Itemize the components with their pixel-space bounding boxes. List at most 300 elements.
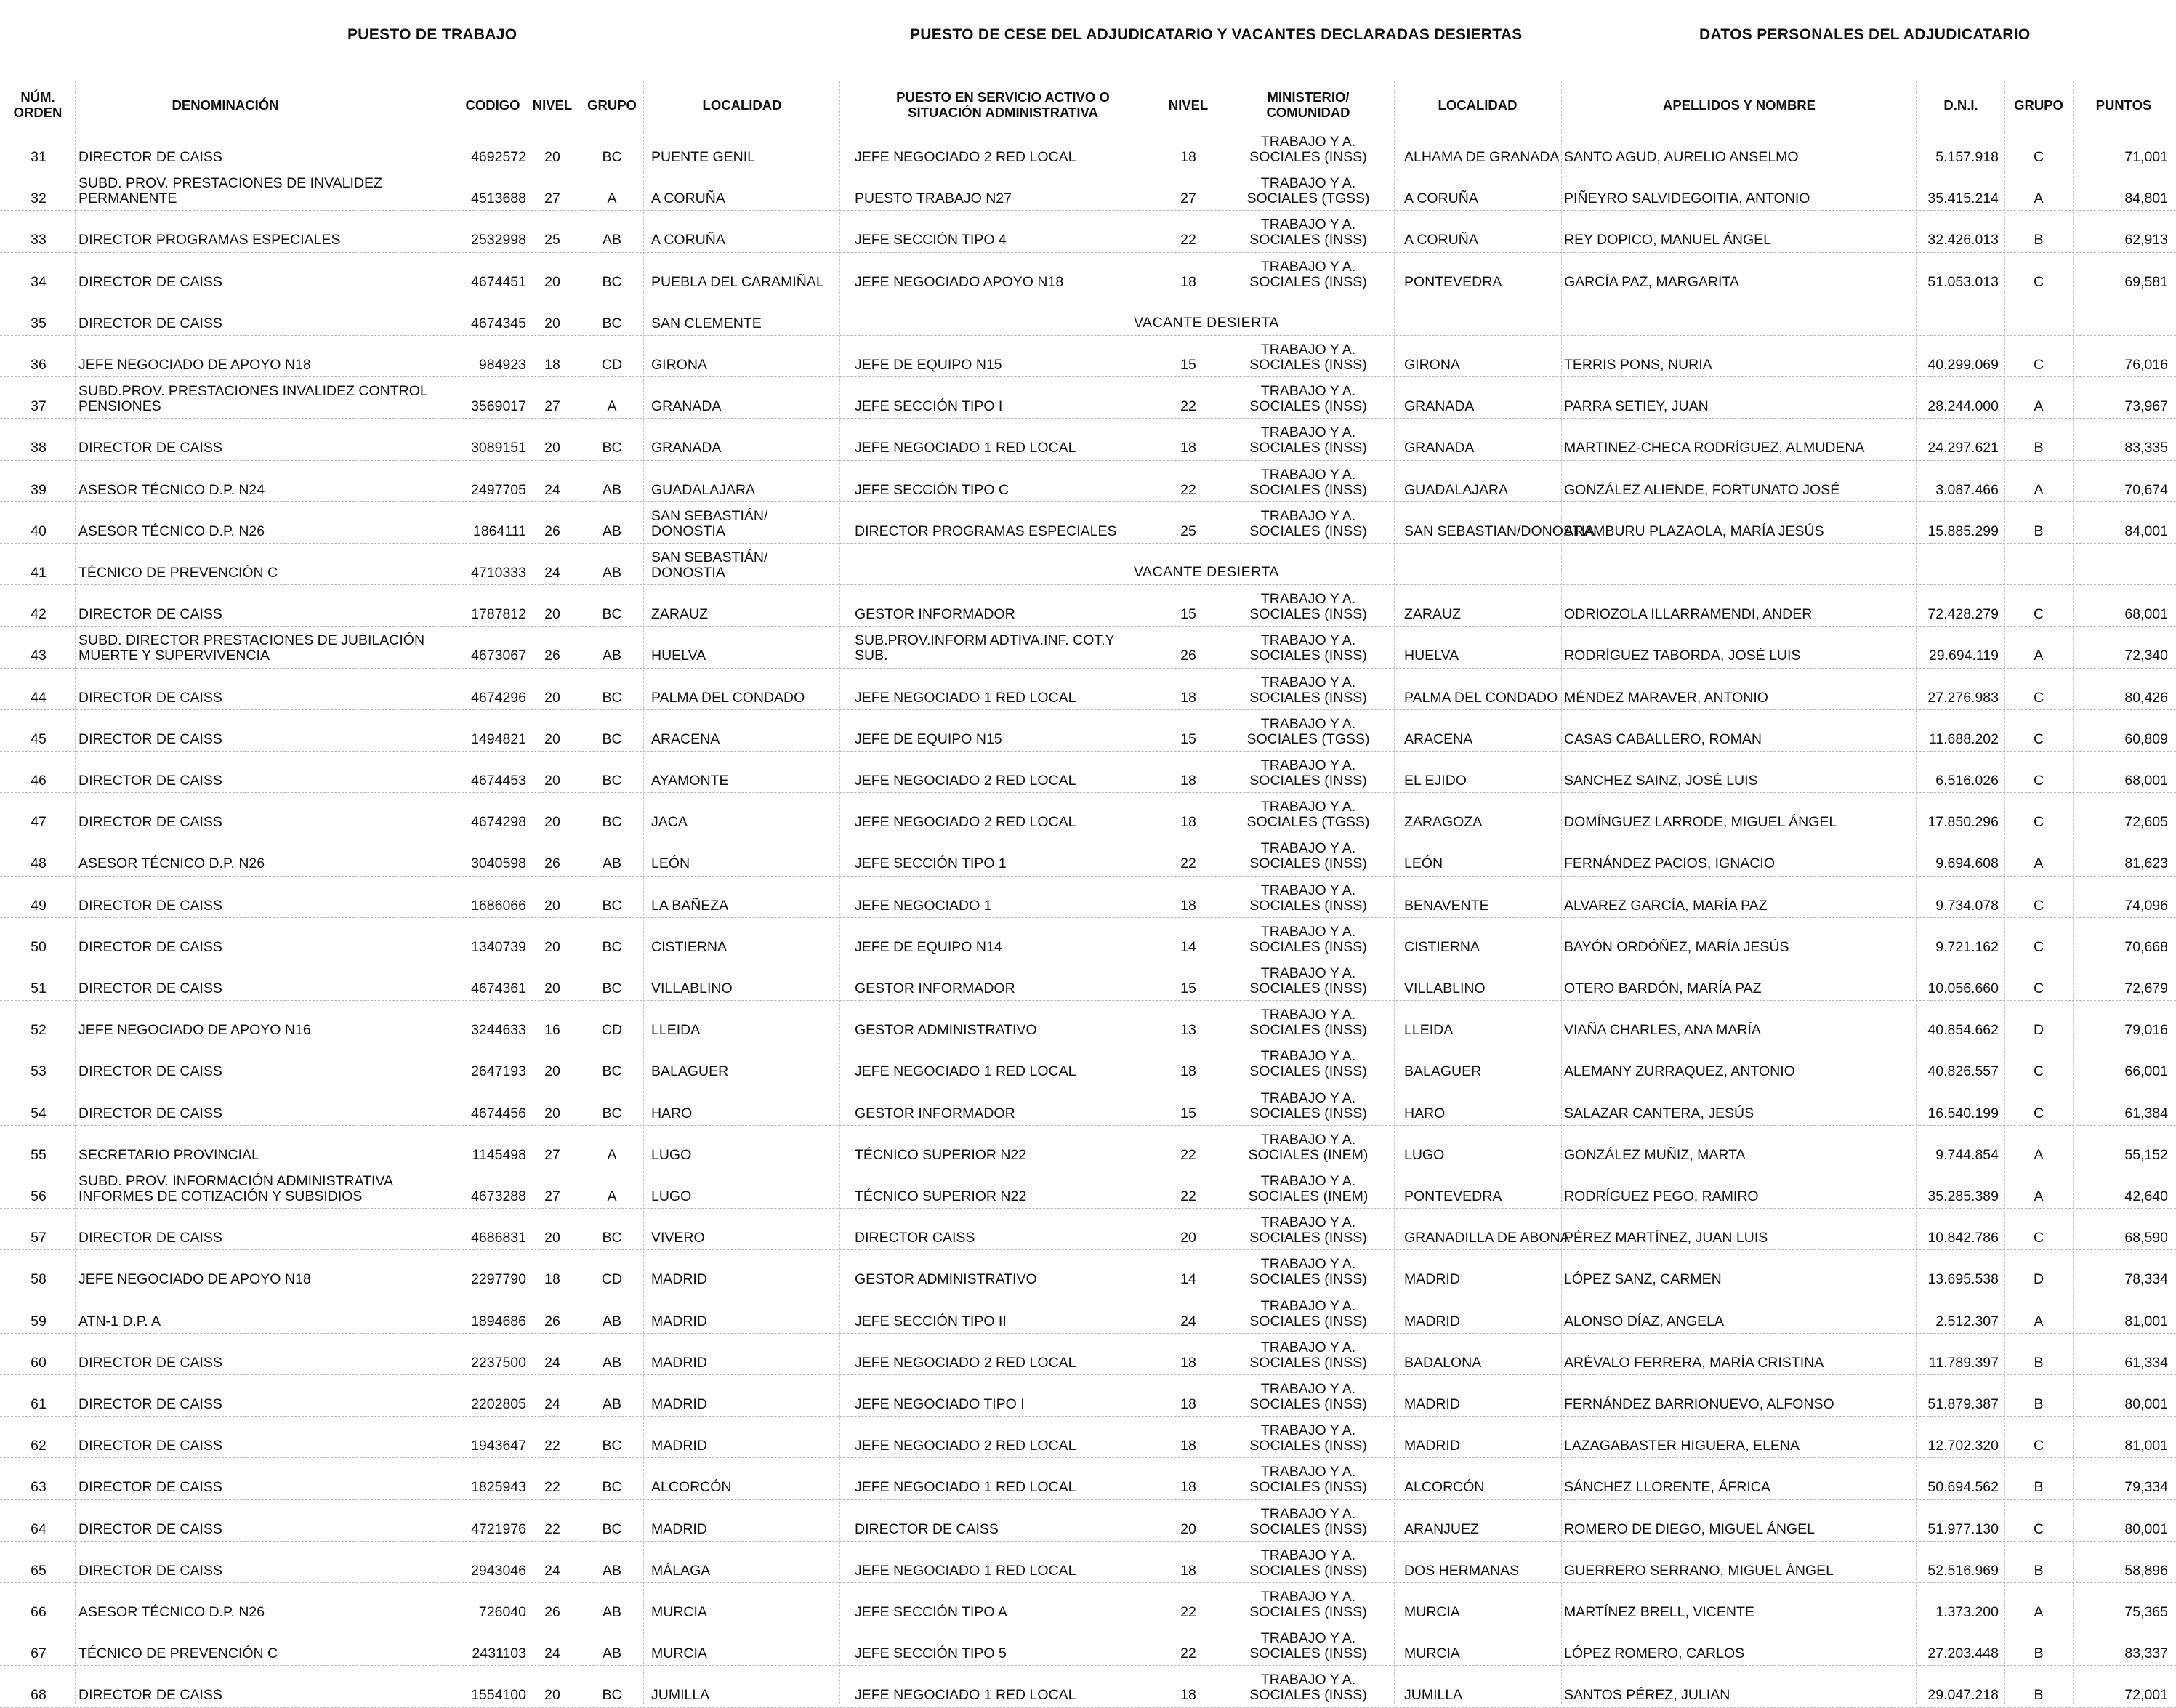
cell-denominacion: DIRECTOR DE CAISS bbox=[78, 1687, 222, 1704]
cell-nivel: 25 bbox=[544, 232, 560, 249]
cell-denominacion: DIRECTOR DE CAISS bbox=[78, 273, 222, 290]
cell-puntos: 66,001 bbox=[2124, 1063, 2168, 1080]
header-puntos: PUNTOS bbox=[2095, 97, 2152, 113]
cell-grupo: BC bbox=[602, 606, 622, 623]
cell-ministerio: TRABAJO Y A. SOCIALES (INSS) bbox=[1249, 1048, 1367, 1080]
cell-puntos: 84,801 bbox=[2124, 190, 2168, 207]
cell-denominacion: SUBD.PROV. PRESTACIONES INVALIDEZ CONTROL PENSIONES bbox=[78, 383, 428, 415]
cell-grupo: AB bbox=[602, 1354, 621, 1371]
cell-denominacion: DIRECTOR DE CAISS bbox=[78, 980, 222, 996]
cell-dni: 40.826.557 bbox=[1927, 1063, 1999, 1080]
cell-grupo: BC bbox=[602, 897, 622, 914]
cell-ministerio: TRABAJO Y A. SOCIALES (INSS) bbox=[1249, 507, 1367, 539]
header-apellidos-nombre: APELLIDOS Y NOMBRE bbox=[1662, 97, 1816, 113]
cell-grupo: AB bbox=[602, 1313, 621, 1329]
cell-localidad: MADRID bbox=[651, 1520, 707, 1537]
cell-codigo: 4692572 bbox=[471, 149, 526, 165]
cell-localidad: LEÓN bbox=[651, 855, 690, 872]
cell-apellidos-nombre: ARÉVALO FERRERA, MARÍA CRISTINA bbox=[1564, 1354, 1824, 1371]
cell-grupo: CD bbox=[601, 1271, 623, 1288]
cell-puesto-servicio: DIRECTOR CAISS bbox=[855, 1230, 975, 1246]
cell-grupo: AB bbox=[602, 523, 621, 539]
table-row bbox=[0, 419, 2176, 460]
cell-puntos: 68,001 bbox=[2124, 606, 2168, 623]
cell-ministerio: TRABAJO Y A. SOCIALES (TGSS) bbox=[1246, 715, 1370, 747]
cell-localidad-cese: LLEIDA bbox=[1404, 1022, 1454, 1039]
cell-dni: 9.744.854 bbox=[1935, 1146, 1999, 1163]
cell-nivel-cese: 18 bbox=[1180, 814, 1196, 831]
cell-grupo: BC bbox=[602, 1438, 622, 1454]
cell-num-orden: 41 bbox=[31, 565, 47, 581]
cell-num-orden: 51 bbox=[31, 980, 47, 996]
table-row bbox=[0, 1417, 2176, 1458]
cell-denominacion: ASESOR TÉCNICO D.P. N26 bbox=[78, 855, 265, 872]
cell-grupo: A bbox=[607, 1146, 617, 1163]
cell-nivel-cese: 26 bbox=[1180, 648, 1196, 664]
cell-denominacion: DIRECTOR DE CAISS bbox=[78, 1063, 222, 1080]
table-row bbox=[0, 627, 2176, 668]
cell-grupo: AB bbox=[602, 648, 621, 664]
cell-grupo: BC bbox=[602, 440, 622, 456]
cell-puesto-servicio: TÉCNICO SUPERIOR N22 bbox=[855, 1188, 1027, 1204]
cell-puesto-servicio: JEFE DE EQUIPO N15 bbox=[855, 357, 1002, 373]
cell-grupo-adjudicatario: B bbox=[2034, 1479, 2044, 1496]
cell-puesto-servicio: JEFE DE EQUIPO N14 bbox=[855, 938, 1002, 955]
cell-localidad-cese: LUGO bbox=[1404, 1146, 1445, 1163]
cell-nivel-cese: 18 bbox=[1180, 1396, 1196, 1412]
cell-grupo-adjudicatario: B bbox=[2034, 1687, 2044, 1704]
cell-num-orden: 57 bbox=[31, 1230, 47, 1246]
cell-codigo: 3089151 bbox=[471, 440, 526, 456]
cell-grupo-adjudicatario: B bbox=[2034, 1645, 2044, 1662]
cell-localidad: BALAGUER bbox=[651, 1063, 729, 1080]
cell-grupo: BC bbox=[602, 149, 622, 165]
table-row bbox=[0, 169, 2176, 211]
cell-denominacion: DIRECTOR DE CAISS bbox=[78, 1396, 222, 1412]
cell-grupo-adjudicatario: B bbox=[2034, 232, 2044, 249]
table-row bbox=[0, 461, 2176, 502]
header-denominacion: DENOMINACIÓN bbox=[172, 97, 279, 113]
cell-codigo: 1787812 bbox=[471, 606, 526, 623]
table-row bbox=[0, 669, 2176, 710]
cell-num-orden: 62 bbox=[31, 1438, 47, 1454]
cell-ministerio: TRABAJO Y A. SOCIALES (INSS) bbox=[1249, 923, 1367, 955]
cell-localidad-cese: MADRID bbox=[1404, 1313, 1460, 1329]
table-row bbox=[0, 336, 2176, 377]
cell-ministerio: TRABAJO Y A. SOCIALES (INSS) bbox=[1249, 1089, 1367, 1121]
cell-puesto-servicio: JEFE NEGOCIADO 2 RED LOCAL bbox=[855, 773, 1076, 789]
cell-num-orden: 46 bbox=[31, 773, 47, 789]
cell-localidad-cese: DOS HERMANAS bbox=[1404, 1562, 1520, 1579]
cell-localidad: MADRID bbox=[651, 1313, 707, 1329]
cell-puntos: 62,913 bbox=[2124, 232, 2168, 249]
cell-nivel: 20 bbox=[544, 273, 560, 290]
cell-puesto-servicio: JEFE SECCIÓN TIPO 5 bbox=[855, 1645, 1007, 1662]
cell-grupo-adjudicatario: A bbox=[2034, 481, 2044, 498]
cell-num-orden: 33 bbox=[31, 232, 47, 249]
cell-puesto-servicio: JEFE NEGOCIADO 2 RED LOCAL bbox=[855, 1354, 1076, 1371]
cell-nivel-cese: 18 bbox=[1180, 1687, 1196, 1704]
header-localidad: LOCALIDAD bbox=[702, 97, 782, 113]
cell-dni: 51.977.130 bbox=[1927, 1520, 1999, 1537]
table-row bbox=[0, 793, 2176, 834]
cell-localidad-cese: MADRID bbox=[1404, 1438, 1460, 1454]
cell-puntos: 75,365 bbox=[2124, 1604, 2168, 1620]
cell-ministerio: TRABAJO Y A. SOCIALES (TGSS) bbox=[1246, 799, 1370, 831]
cell-puesto-servicio: JEFE SECCIÓN TIPO II bbox=[855, 1313, 1007, 1329]
cell-nivel-cese: 22 bbox=[1180, 1645, 1196, 1662]
cell-puesto-servicio: JEFE NEGOCIADO 2 RED LOCAL bbox=[855, 814, 1076, 831]
cell-dni: 72.428.279 bbox=[1927, 606, 1999, 623]
cell-nivel-cese: 18 bbox=[1180, 273, 1196, 290]
cell-apellidos-nombre: MARTINEZ-CHECA RODRÍGUEZ, ALMUDENA bbox=[1564, 440, 1865, 456]
cell-codigo: 984923 bbox=[478, 357, 526, 373]
cell-codigo: 4674456 bbox=[471, 1105, 526, 1121]
cell-denominacion: DIRECTOR DE CAISS bbox=[78, 1230, 222, 1246]
cell-num-orden: 31 bbox=[31, 149, 47, 165]
cell-localidad: VILLABLINO bbox=[651, 980, 733, 996]
cell-nivel-cese: 25 bbox=[1180, 523, 1196, 539]
cell-ministerio: TRABAJO Y A. SOCIALES (INSS) bbox=[1249, 466, 1367, 498]
cell-nivel-cese: 22 bbox=[1180, 398, 1196, 415]
cell-localidad: MADRID bbox=[651, 1396, 707, 1412]
cell-puesto-servicio: JEFE NEGOCIADO 1 RED LOCAL bbox=[855, 1063, 1076, 1080]
cell-num-orden: 66 bbox=[31, 1604, 47, 1620]
cell-grupo-adjudicatario: A bbox=[2034, 855, 2044, 872]
cell-grupo: A bbox=[607, 190, 617, 207]
cell-apellidos-nombre: FERNÁNDEZ PACIOS, IGNACIO bbox=[1564, 855, 1776, 872]
cell-ministerio: TRABAJO Y A. SOCIALES (INSS) bbox=[1249, 757, 1367, 789]
cell-puesto-servicio: JEFE NEGOCIADO TIPO I bbox=[855, 1396, 1025, 1412]
cell-dni: 11.789.397 bbox=[1928, 1354, 1999, 1371]
cell-localidad: MURCIA bbox=[651, 1604, 707, 1620]
cell-num-orden: 36 bbox=[31, 357, 47, 373]
cell-nivel: 20 bbox=[544, 897, 560, 914]
cell-nivel-cese: 22 bbox=[1180, 1146, 1196, 1163]
cell-localidad: GUADALAJARA bbox=[651, 481, 756, 498]
cell-puntos: 73,967 bbox=[2124, 398, 2168, 415]
cell-codigo: 2532998 bbox=[471, 232, 526, 249]
cell-dni: 12.702.320 bbox=[1927, 1438, 1999, 1454]
section-title-cese: PUESTO DE CESE DEL ADJUDICATARIO Y VACANTES DECLARADAS DESIERTAS bbox=[910, 26, 1523, 43]
table-row bbox=[0, 1500, 2176, 1542]
cell-grupo: AB bbox=[602, 232, 621, 249]
cell-apellidos-nombre: LÓPEZ ROMERO, CARLOS bbox=[1564, 1645, 1745, 1662]
cell-dni: 15.885.299 bbox=[1927, 523, 1999, 539]
cell-puntos: 83,335 bbox=[2124, 440, 2168, 456]
cell-puesto-servicio: SUB.PROV.INFORM ADTIVA.INF. COT.Y SUB. bbox=[855, 632, 1115, 664]
cell-nivel: 20 bbox=[544, 689, 560, 706]
cell-grupo-adjudicatario: B bbox=[2034, 1562, 2044, 1579]
header-ministerio: MINISTERIO/ COMUNIDAD bbox=[1266, 89, 1350, 120]
cell-puntos: 68,590 bbox=[2124, 1230, 2168, 1246]
cell-nivel: 20 bbox=[544, 315, 560, 331]
cell-localidad: MADRID bbox=[651, 1438, 707, 1454]
cell-nivel-cese: 27 bbox=[1180, 190, 1196, 207]
cell-denominacion: DIRECTOR DE CAISS bbox=[78, 1105, 222, 1121]
table-row bbox=[0, 377, 2176, 419]
cell-localidad: SAN SEBASTIÁN/ DONOSTIA bbox=[651, 549, 768, 581]
cell-dni: 51.053.013 bbox=[1927, 273, 1999, 290]
cell-puntos: 80,001 bbox=[2124, 1396, 2168, 1412]
cell-ministerio: TRABAJO Y A. SOCIALES (INSS) bbox=[1249, 424, 1367, 456]
cell-puesto-servicio: JEFE NEGOCIADO 2 RED LOCAL bbox=[855, 149, 1076, 165]
cell-nivel: 20 bbox=[544, 938, 560, 955]
cell-localidad: A CORUÑA bbox=[651, 190, 725, 207]
cell-localidad: SAN CLEMENTE bbox=[651, 315, 762, 331]
cell-puntos: 81,623 bbox=[2124, 855, 2168, 872]
cell-localidad: MÁLAGA bbox=[651, 1562, 711, 1579]
cell-nivel-cese: 13 bbox=[1180, 1022, 1196, 1039]
cell-puntos: 81,001 bbox=[2124, 1313, 2168, 1329]
cell-grupo-adjudicatario: C bbox=[2033, 606, 2044, 623]
cell-dni: 50.694.562 bbox=[1927, 1479, 1999, 1496]
cell-puntos: 78,334 bbox=[2124, 1271, 2168, 1288]
cell-ministerio: TRABAJO Y A. SOCIALES (INSS) bbox=[1249, 965, 1367, 996]
cell-localidad: GRANADA bbox=[651, 440, 722, 456]
table-row bbox=[0, 1209, 2176, 1250]
table-row bbox=[0, 918, 2176, 959]
cell-dni: 1.373.200 bbox=[1935, 1604, 1999, 1620]
cell-nivel-cese: 15 bbox=[1180, 1105, 1196, 1121]
cell-localidad: JACA bbox=[651, 814, 688, 831]
cell-dni: 9.694.608 bbox=[1935, 855, 1999, 872]
cell-puesto-servicio: GESTOR INFORMADOR bbox=[855, 980, 1015, 996]
table-row bbox=[0, 1126, 2176, 1167]
cell-apellidos-nombre: SANCHEZ SAINZ, JOSÉ LUIS bbox=[1564, 773, 1758, 789]
cell-grupo-adjudicatario: C bbox=[2033, 689, 2044, 706]
cell-puesto-servicio: JEFE SECCIÓN TIPO 4 bbox=[855, 232, 1007, 249]
cell-localidad: ZARAUZ bbox=[651, 606, 708, 623]
cell-apellidos-nombre: ALVAREZ GARCÍA, MARÍA PAZ bbox=[1564, 897, 1768, 914]
cell-grupo-adjudicatario: A bbox=[2034, 1146, 2044, 1163]
cell-codigo: 1864111 bbox=[472, 523, 526, 539]
cell-localidad: A CORUÑA bbox=[651, 232, 725, 249]
cell-localidad-cese: GRANADA bbox=[1404, 398, 1475, 415]
cell-localidad-cese: ALHAMA DE GRANADA bbox=[1404, 149, 1560, 165]
cell-puesto-servicio: JEFE DE EQUIPO N15 bbox=[855, 730, 1002, 747]
table-row bbox=[0, 1583, 2176, 1624]
cell-grupo: BC bbox=[602, 273, 622, 290]
cell-puntos: 72,605 bbox=[2124, 814, 2168, 831]
cell-puesto-servicio: GESTOR INFORMADOR bbox=[855, 1105, 1015, 1121]
cell-localidad-cese: BADALONA bbox=[1404, 1354, 1482, 1371]
cell-codigo: 1943647 bbox=[471, 1438, 526, 1454]
cell-localidad-cese: A CORUÑA bbox=[1404, 232, 1478, 249]
cell-localidad-cese: GRANADA bbox=[1404, 440, 1475, 456]
header-num-orden: NÚM. ORDEN bbox=[13, 89, 63, 120]
cell-dni: 27.276.983 bbox=[1927, 689, 1999, 706]
cell-puesto-servicio: JEFE NEGOCIADO 1 RED LOCAL bbox=[855, 1687, 1076, 1704]
cell-grupo: AB bbox=[602, 1604, 621, 1620]
cell-ministerio: TRABAJO Y A. SOCIALES (INSS) bbox=[1249, 840, 1367, 872]
table-row bbox=[0, 1458, 2176, 1499]
table-row bbox=[0, 128, 2176, 169]
cell-denominacion: SUBD. PROV. INFORMACIÓN ADMINISTRATIVA INFORMES DE COTIZACIÓN Y SUBSIDIOS bbox=[78, 1173, 392, 1204]
cell-nivel-cese: 14 bbox=[1180, 938, 1196, 955]
cell-grupo-adjudicatario: A bbox=[2034, 648, 2044, 664]
cell-dni: 9.721.162 bbox=[1935, 938, 1999, 955]
cell-grupo: BC bbox=[602, 980, 622, 996]
cell-grupo: BC bbox=[602, 1063, 622, 1080]
cell-puntos: 72,679 bbox=[2124, 980, 2168, 996]
cell-nivel: 20 bbox=[544, 1687, 560, 1704]
cell-localidad-cese: MADRID bbox=[1404, 1396, 1460, 1412]
cell-denominacion: DIRECTOR DE CAISS bbox=[78, 149, 222, 165]
cell-localidad: HUELVA bbox=[651, 648, 706, 664]
cell-dni: 13.695.538 bbox=[1927, 1271, 1999, 1288]
cell-denominacion: JEFE NEGOCIADO DE APOYO N18 bbox=[78, 1271, 311, 1288]
cell-nivel-cese: 15 bbox=[1180, 980, 1196, 996]
cell-puesto-servicio: JEFE NEGOCIADO 1 RED LOCAL bbox=[855, 440, 1076, 456]
cell-dni: 10.842.786 bbox=[1927, 1230, 1999, 1246]
cell-ministerio: TRABAJO Y A. SOCIALES (INSS) bbox=[1249, 1422, 1367, 1454]
cell-puntos: 74,096 bbox=[2124, 897, 2168, 914]
cell-localidad-cese: BENAVENTE bbox=[1404, 897, 1489, 914]
cell-nivel: 26 bbox=[544, 648, 560, 664]
cell-apellidos-nombre: CASAS CABALLERO, ROMAN bbox=[1564, 730, 1762, 747]
cell-apellidos-nombre: MÉNDEZ MARAVER, ANTONIO bbox=[1564, 689, 1768, 706]
cell-apellidos-nombre: LAZAGABASTER HIGUERA, ELENA bbox=[1564, 1438, 1800, 1454]
cell-nivel-cese: 18 bbox=[1180, 1438, 1196, 1454]
cell-grupo: AB bbox=[602, 481, 621, 498]
cell-denominacion: JEFE NEGOCIADO DE APOYO N18 bbox=[78, 357, 311, 373]
cell-grupo-adjudicatario: C bbox=[2033, 980, 2044, 996]
cell-dni: 3.087.466 bbox=[1935, 481, 1999, 498]
cell-dni: 35.285.389 bbox=[1927, 1188, 1999, 1204]
cell-num-orden: 64 bbox=[31, 1520, 47, 1537]
cell-ministerio: TRABAJO Y A. SOCIALES (INSS) bbox=[1249, 1672, 1367, 1704]
cell-apellidos-nombre: MARTÍNEZ BRELL, VICENTE bbox=[1564, 1604, 1754, 1620]
cell-puesto-servicio: JEFE NEGOCIADO 1 bbox=[855, 897, 992, 914]
cell-dni: 32.426.013 bbox=[1927, 232, 1999, 249]
cell-nivel: 16 bbox=[544, 1022, 560, 1039]
cell-apellidos-nombre: REY DOPICO, MANUEL ÁNGEL bbox=[1564, 232, 1771, 249]
table-row bbox=[0, 1624, 2176, 1666]
cell-denominacion: DIRECTOR DE CAISS bbox=[78, 814, 222, 831]
table-row bbox=[0, 253, 2176, 294]
cell-localidad: LUGO bbox=[651, 1188, 692, 1204]
cell-nivel-cese: 14 bbox=[1180, 1271, 1196, 1288]
cell-num-orden: 53 bbox=[31, 1063, 47, 1080]
cell-grupo: BC bbox=[602, 938, 622, 955]
cell-denominacion: DIRECTOR PROGRAMAS ESPECIALES bbox=[78, 232, 341, 249]
cell-nivel: 26 bbox=[544, 1604, 560, 1620]
cell-grupo-adjudicatario: C bbox=[2033, 773, 2044, 789]
cell-localidad-cese: PALMA DEL CONDADO bbox=[1404, 689, 1558, 706]
cell-localidad: ARACENA bbox=[651, 730, 720, 747]
cell-denominacion: TÉCNICO DE PREVENCIÓN C bbox=[78, 565, 278, 581]
cell-dni: 6.516.026 bbox=[1935, 773, 1999, 789]
cell-ministerio: TRABAJO Y A. SOCIALES (INSS) bbox=[1249, 1214, 1367, 1246]
cell-nivel: 18 bbox=[544, 1271, 560, 1288]
cell-grupo-adjudicatario: B bbox=[2034, 523, 2044, 539]
header-dni: D.N.I. bbox=[1943, 97, 1978, 113]
cell-localidad: PUENTE GENIL bbox=[651, 149, 756, 165]
cell-codigo: 1554100 bbox=[471, 1687, 526, 1704]
cell-apellidos-nombre: PÉREZ MARTÍNEZ, JUAN LUIS bbox=[1564, 1230, 1768, 1246]
cell-denominacion: ATN-1 D.P. A bbox=[78, 1313, 161, 1329]
cell-dni: 17.850.296 bbox=[1927, 814, 1999, 831]
cell-nivel-cese: 18 bbox=[1180, 149, 1196, 165]
cell-nivel: 27 bbox=[544, 398, 560, 415]
cell-grupo-adjudicatario: C bbox=[2033, 1438, 2044, 1454]
cell-denominacion: DIRECTOR DE CAISS bbox=[78, 1354, 222, 1371]
table-row bbox=[0, 834, 2176, 876]
cell-num-orden: 55 bbox=[31, 1146, 47, 1163]
cell-grupo-adjudicatario: D bbox=[2033, 1022, 2044, 1039]
cell-localidad: MADRID bbox=[651, 1271, 707, 1288]
cell-num-orden: 58 bbox=[31, 1271, 47, 1288]
cell-dni: 29.694.119 bbox=[1928, 648, 1999, 664]
cell-dni: 16.540.199 bbox=[1927, 1105, 1999, 1121]
table-row bbox=[0, 1167, 2176, 1209]
cell-localidad: HARO bbox=[651, 1105, 693, 1121]
cell-grupo-adjudicatario: B bbox=[2034, 1354, 2044, 1371]
cell-num-orden: 59 bbox=[31, 1313, 47, 1329]
table-row bbox=[0, 585, 2176, 627]
cell-dni: 28.244.000 bbox=[1927, 398, 1999, 415]
cell-puntos: 84,001 bbox=[2124, 523, 2168, 539]
cell-num-orden: 40 bbox=[31, 523, 47, 539]
table-row bbox=[0, 1375, 2176, 1417]
cell-localidad-cese: ZARAUZ bbox=[1404, 606, 1461, 623]
cell-nivel: 24 bbox=[544, 1396, 560, 1412]
cell-grupo: AB bbox=[602, 1396, 621, 1412]
cell-puntos: 80,426 bbox=[2124, 689, 2168, 706]
cell-puntos: 83,337 bbox=[2124, 1645, 2168, 1662]
cell-ministerio: TRABAJO Y A. SOCIALES (INSS) bbox=[1249, 134, 1367, 165]
cell-dni: 40.299.069 bbox=[1927, 357, 1999, 373]
cell-codigo: 1340739 bbox=[471, 938, 526, 955]
cell-localidad-cese: ARANJUEZ bbox=[1404, 1520, 1479, 1537]
cell-grupo-adjudicatario: C bbox=[2033, 730, 2044, 747]
cell-nivel: 20 bbox=[544, 606, 560, 623]
cell-puntos: 61,384 bbox=[2124, 1105, 2168, 1121]
cell-puesto-servicio: JEFE NEGOCIADO APOYO N18 bbox=[855, 273, 1064, 290]
cell-ministerio: TRABAJO Y A. SOCIALES (INSS) bbox=[1249, 258, 1367, 290]
cell-codigo: 1894686 bbox=[471, 1313, 526, 1329]
cell-nivel: 24 bbox=[544, 1562, 560, 1579]
cell-nivel: 22 bbox=[544, 1520, 560, 1537]
cell-denominacion: ASESOR TÉCNICO D.P. N26 bbox=[78, 523, 265, 539]
cell-apellidos-nombre: PARRA SETIEY, JUAN bbox=[1564, 398, 1709, 415]
cell-nivel-cese: 24 bbox=[1180, 1313, 1196, 1329]
table-header bbox=[0, 81, 2176, 128]
cell-dni: 2.512.307 bbox=[1935, 1313, 1999, 1329]
cell-denominacion: DIRECTOR DE CAISS bbox=[78, 315, 222, 331]
cell-num-orden: 65 bbox=[31, 1562, 47, 1579]
cell-nivel-cese: 15 bbox=[1180, 357, 1196, 373]
cell-dni: 5.157.918 bbox=[1935, 149, 1999, 165]
cell-num-orden: 39 bbox=[31, 481, 47, 498]
cell-codigo: 1686066 bbox=[471, 897, 526, 914]
cell-codigo: 4673288 bbox=[471, 1188, 526, 1204]
cell-grupo-adjudicatario: B bbox=[2034, 440, 2044, 456]
cell-ministerio: TRABAJO Y A. SOCIALES (INSS) bbox=[1249, 1297, 1367, 1329]
cell-apellidos-nombre: SÁNCHEZ LLORENTE, ÁFRICA bbox=[1564, 1479, 1770, 1496]
cell-grupo: BC bbox=[602, 689, 622, 706]
cell-grupo: BC bbox=[602, 1479, 622, 1496]
cell-nivel: 24 bbox=[544, 481, 560, 498]
cell-grupo-adjudicatario: C bbox=[2033, 149, 2044, 165]
cell-denominacion: SECRETARIO PROVINCIAL bbox=[78, 1146, 259, 1163]
cell-nivel-cese: 18 bbox=[1180, 1063, 1196, 1080]
table-row bbox=[0, 211, 2176, 252]
cell-nivel: 26 bbox=[544, 1313, 560, 1329]
cell-nivel: 22 bbox=[544, 1479, 560, 1496]
cell-num-orden: 68 bbox=[31, 1687, 47, 1704]
